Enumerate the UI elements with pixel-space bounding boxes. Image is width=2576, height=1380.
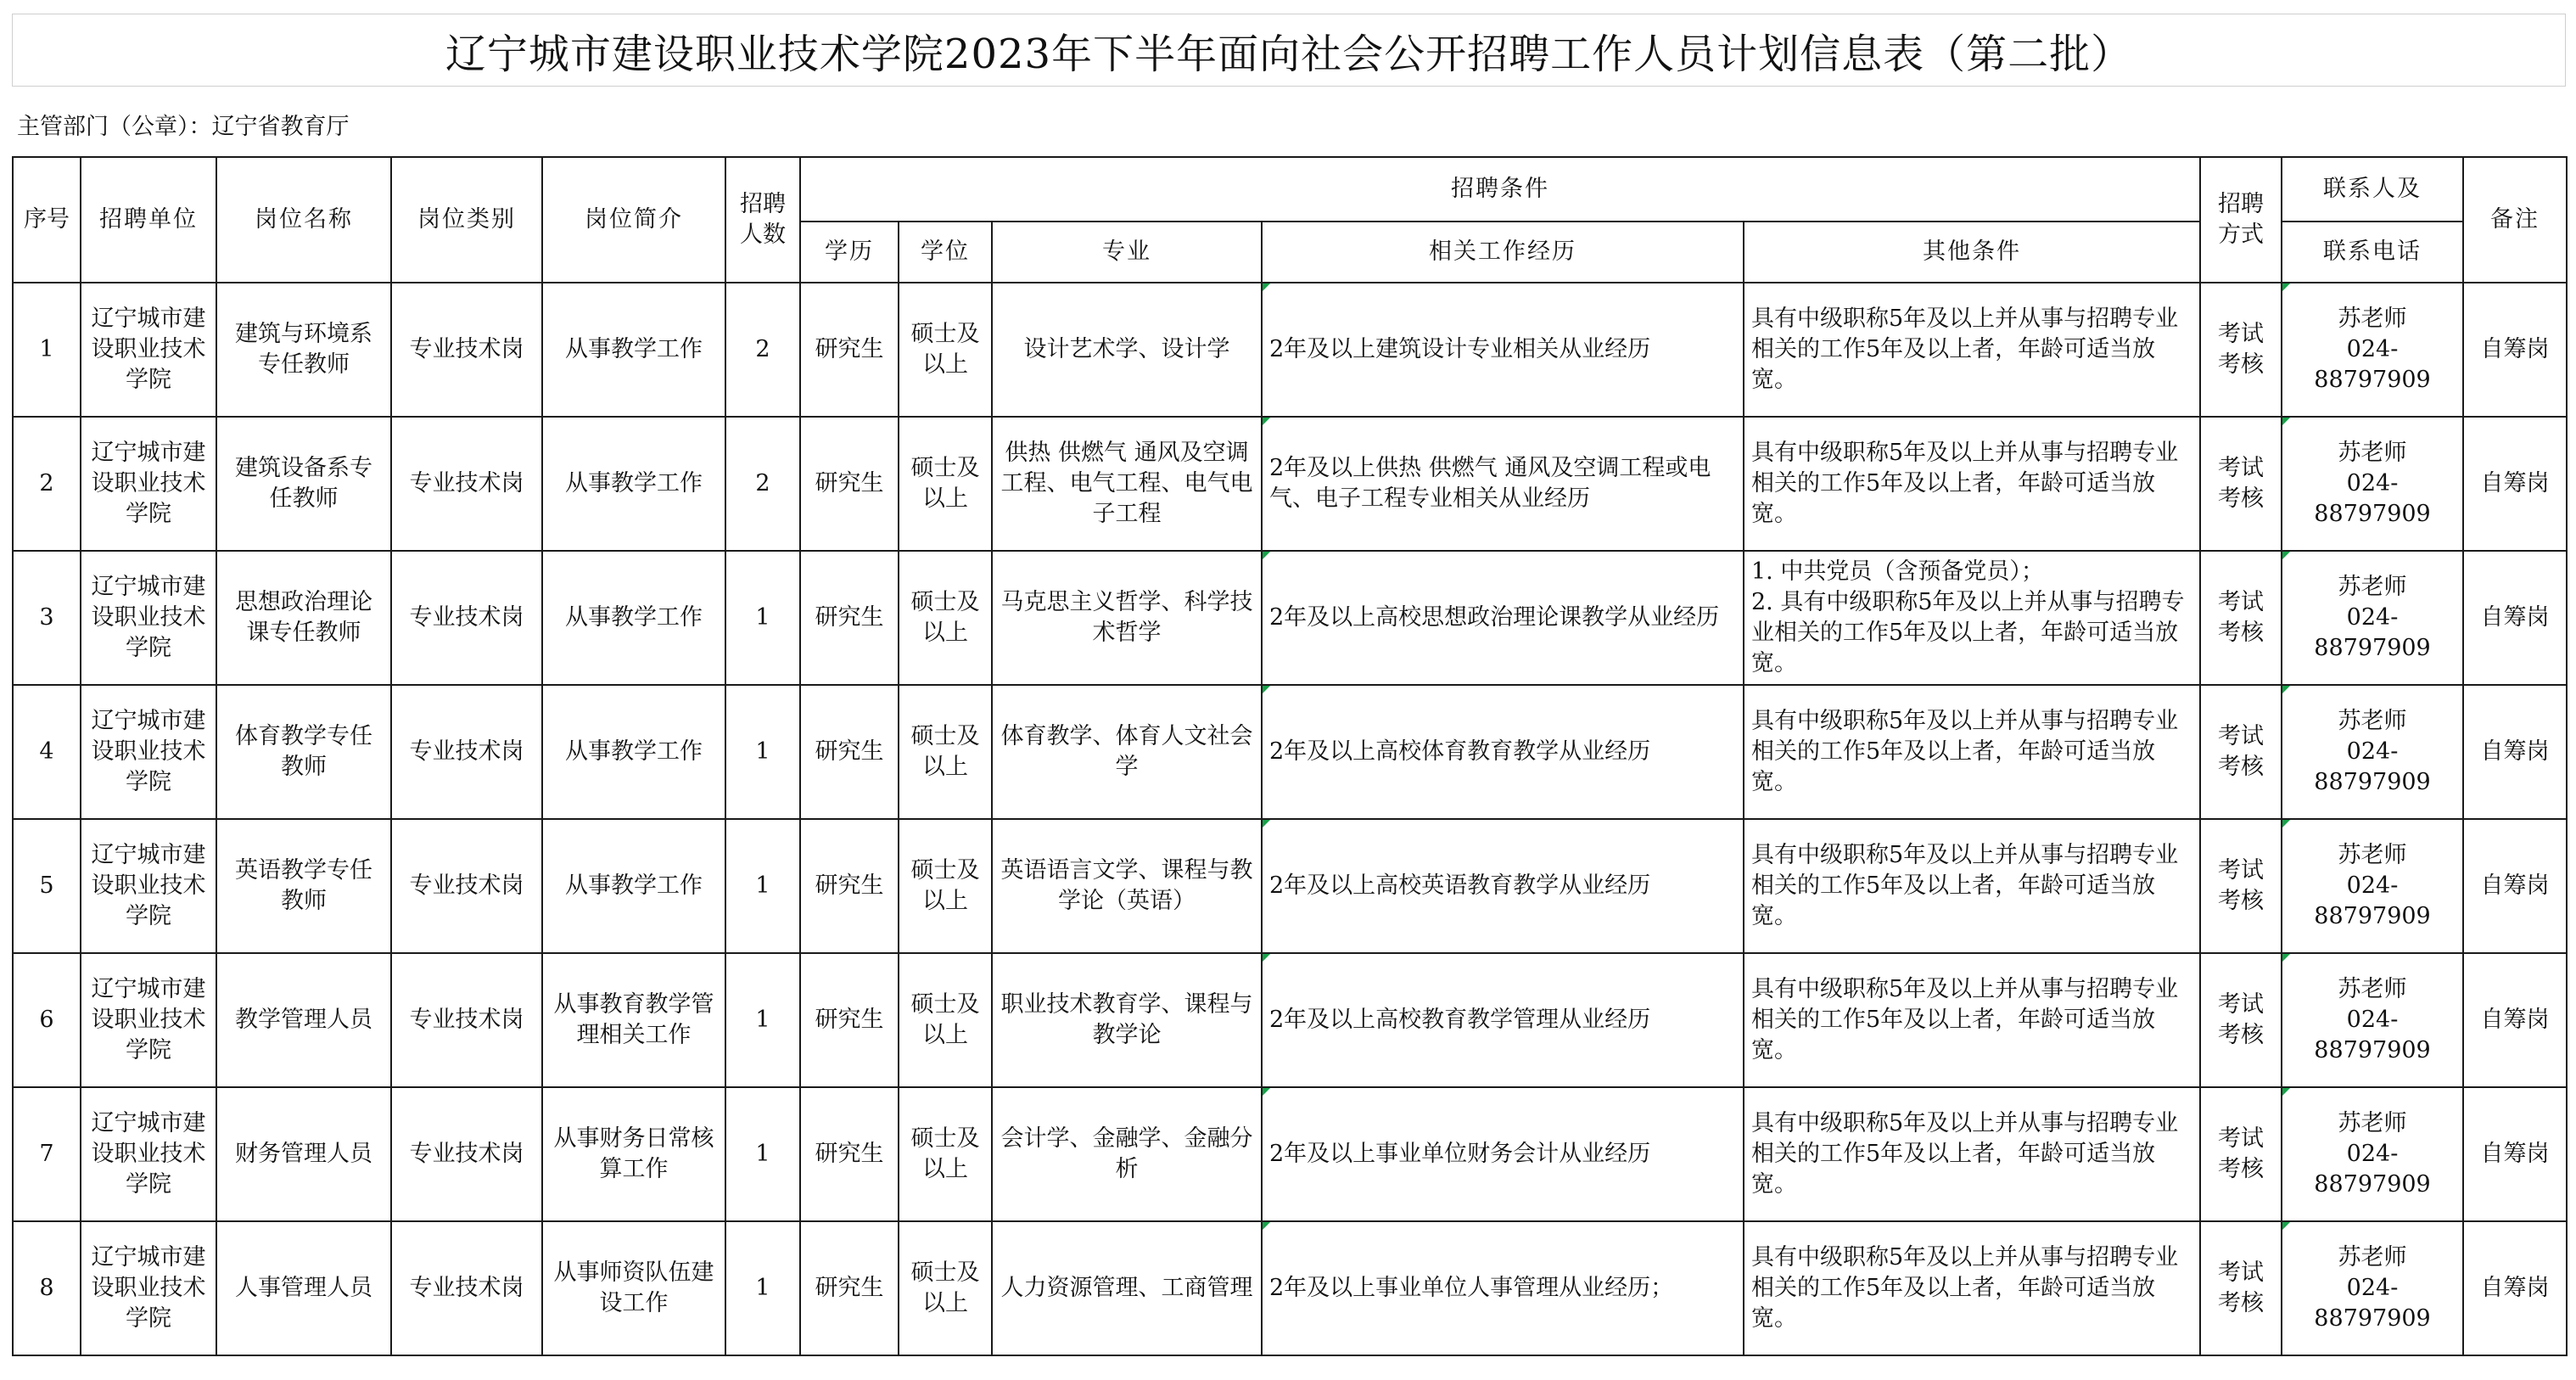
- department-line: 主管部门（公章）：辽宁省教育厅: [17, 113, 350, 140]
- cell-position-name: 思想政治理论课专任教师: [216, 551, 391, 685]
- cell-remark: 自筹岗: [2463, 1087, 2567, 1221]
- cell-headcount: 1: [725, 551, 800, 685]
- contact-name: 苏老师: [2338, 306, 2407, 332]
- cell-other: [1744, 1221, 2200, 1355]
- cell-position-name: 人事管理人员: [216, 1221, 391, 1355]
- recruitment-plan-table: [12, 156, 2568, 1356]
- cell-headcount: 2: [725, 283, 800, 417]
- cell-position-desc: 从事师资队伍建设工作: [542, 1221, 725, 1355]
- cell-contact: [2282, 283, 2463, 417]
- cell-headcount: 1: [725, 953, 800, 1087]
- other-condition-line: 具有中级职称5年及以上并从事与招聘专业相关的工作5年及以上者，年龄可适当放宽。: [1751, 306, 2179, 393]
- cell-remark: 自筹岗: [2463, 685, 2567, 819]
- cell-degree: 硕士及以上: [899, 1221, 992, 1355]
- cell-major: 职业技术教育学、课程与教学论: [992, 953, 1262, 1087]
- cell-other: [1744, 283, 2200, 417]
- cell-position-type: 专业技术岗: [391, 283, 542, 417]
- cell-headcount: 1: [725, 1087, 800, 1221]
- cell-position-desc: 从事教学工作: [542, 417, 725, 551]
- contact-phone: 024-88797909: [2314, 1007, 2431, 1063]
- cell-major: 供热 供燃气 通风及空调工程、电气工程、电气电子工程: [992, 417, 1262, 551]
- header-contact-line2: 联系电话: [2282, 222, 2463, 283]
- header-method: 招聘方式: [2200, 157, 2282, 283]
- cell-position-type: 专业技术岗: [391, 685, 542, 819]
- cell-experience: 2年及以上高校思想政治理论课教学从业经历: [1262, 551, 1744, 685]
- cell-degree: 硕士及以上: [899, 685, 992, 819]
- header-experience: 相关工作经历: [1262, 222, 1744, 283]
- table-row: [13, 1221, 2567, 1355]
- cell-position-name: 财务管理人员: [216, 1087, 391, 1221]
- cell-other: [1744, 953, 2200, 1087]
- cell-experience: 2年及以上事业单位人事管理从业经历；: [1262, 1221, 1744, 1355]
- cell-method: 考试考核: [2200, 417, 2282, 551]
- cell-degree: 硕士及以上: [899, 1087, 992, 1221]
- cell-headcount: 1: [725, 819, 800, 953]
- cell-major: 体育教学、体育人文社会学: [992, 685, 1262, 819]
- cell-unit: 辽宁城市建设职业技术学院: [81, 685, 216, 819]
- cell-seq: 5: [13, 819, 81, 953]
- contact-name: 苏老师: [2338, 842, 2407, 868]
- cell-other: [1744, 685, 2200, 819]
- cell-seq: 6: [13, 953, 81, 1087]
- cell-degree: 硕士及以上: [899, 551, 992, 685]
- cell-remark: 自筹岗: [2463, 819, 2567, 953]
- header-unit: 招聘单位: [81, 157, 216, 283]
- cell-seq: 3: [13, 551, 81, 685]
- cell-position-type: 专业技术岗: [391, 1221, 542, 1355]
- header-degree: 学位: [899, 222, 992, 283]
- contact-phone: 024-88797909: [2314, 1275, 2431, 1332]
- cell-method: 考试考核: [2200, 1221, 2282, 1355]
- cell-position-type: 专业技术岗: [391, 1087, 542, 1221]
- cell-contact: [2282, 953, 2463, 1087]
- contact-name: 苏老师: [2338, 1110, 2407, 1136]
- cell-position-type: 专业技术岗: [391, 953, 542, 1087]
- other-condition-line: 具有中级职称5年及以上并从事与招聘专业相关的工作5年及以上者，年龄可适当放宽。: [1751, 1110, 2179, 1198]
- cell-experience: 2年及以上高校英语教育教学从业经历: [1262, 819, 1744, 953]
- table-body: [13, 283, 2567, 1355]
- contact-phone: 024-88797909: [2314, 872, 2431, 929]
- header-position-name: 岗位名称: [216, 157, 391, 283]
- cell-experience: 2年及以上建筑设计专业相关从业经历: [1262, 283, 1744, 417]
- table-row: [13, 283, 2567, 417]
- cell-other: [1744, 1087, 2200, 1221]
- cell-contact: [2282, 685, 2463, 819]
- cell-position-desc: 从事教学工作: [542, 685, 725, 819]
- cell-remark: 自筹岗: [2463, 283, 2567, 417]
- contact-phone: 024-88797909: [2314, 738, 2431, 795]
- cell-unit: 辽宁城市建设职业技术学院: [81, 417, 216, 551]
- contact-phone: 024-88797909: [2314, 604, 2431, 661]
- cell-remark: 自筹岗: [2463, 551, 2567, 685]
- contact-phone: 024-88797909: [2314, 470, 2431, 527]
- cell-major: 人力资源管理、工商管理: [992, 1221, 1262, 1355]
- cell-major: 英语语言文学、课程与教学论（英语）: [992, 819, 1262, 953]
- cell-headcount: 2: [725, 417, 800, 551]
- header-contact-line1: 联系人及: [2282, 157, 2463, 222]
- cell-position-desc: 从事教学工作: [542, 551, 725, 685]
- cell-position-name: 英语教学专任教师: [216, 819, 391, 953]
- table-row: [13, 417, 2567, 551]
- header-education: 学历: [800, 222, 899, 283]
- cell-method: 考试考核: [2200, 1087, 2282, 1221]
- cell-major: 会计学、金融学、金融分析: [992, 1087, 1262, 1221]
- contact-name: 苏老师: [2338, 708, 2407, 734]
- cell-method: 考试考核: [2200, 819, 2282, 953]
- cell-other: [1744, 819, 2200, 953]
- cell-position-type: 专业技术岗: [391, 551, 542, 685]
- cell-major: 马克思主义哲学、科学技术哲学: [992, 551, 1262, 685]
- cell-unit: 辽宁城市建设职业技术学院: [81, 819, 216, 953]
- cell-contact: [2282, 819, 2463, 953]
- other-condition-line: 具有中级职称5年及以上并从事与招聘专业相关的工作5年及以上者，年龄可适当放宽。: [1751, 842, 2179, 929]
- cell-unit: 辽宁城市建设职业技术学院: [81, 283, 216, 417]
- cell-education: 研究生: [800, 1087, 899, 1221]
- other-condition-line: 具有中级职称5年及以上并从事与招聘专业相关的工作5年及以上者，年龄可适当放宽。: [1751, 1244, 2179, 1332]
- cell-position-type: 专业技术岗: [391, 819, 542, 953]
- cell-method: 考试考核: [2200, 953, 2282, 1087]
- cell-experience: 2年及以上供热 供燃气 通风及空调工程或电气、电子工程专业相关从业经历: [1262, 417, 1744, 551]
- table-row: [13, 685, 2567, 819]
- header-headcount: 招聘人数: [725, 157, 800, 283]
- cell-remark: 自筹岗: [2463, 1221, 2567, 1355]
- page-title: 辽宁城市建设职业技术学院2023年下半年面向社会公开招聘工作人员计划信息表（第二批）: [12, 14, 2566, 87]
- cell-education: 研究生: [800, 685, 899, 819]
- cell-major: 设计艺术学、设计学: [992, 283, 1262, 417]
- header-remark: 备注: [2463, 157, 2567, 283]
- cell-seq: 4: [13, 685, 81, 819]
- cell-seq: 7: [13, 1087, 81, 1221]
- cell-contact: [2282, 1221, 2463, 1355]
- cell-position-name: 体育教学专任教师: [216, 685, 391, 819]
- cell-position-name: 教学管理人员: [216, 953, 391, 1087]
- cell-education: 研究生: [800, 283, 899, 417]
- cell-experience: 2年及以上事业单位财务会计从业经历: [1262, 1087, 1744, 1221]
- table-row: [13, 551, 2567, 685]
- cell-position-name: 建筑设备系专任教师: [216, 417, 391, 551]
- contact-name: 苏老师: [2338, 976, 2407, 1002]
- other-condition-line: 1. 中共党员（含预备党员）；: [1751, 558, 2044, 585]
- cell-experience: 2年及以上高校教育教学管理从业经历: [1262, 953, 1744, 1087]
- cell-education: 研究生: [800, 953, 899, 1087]
- contact-name: 苏老师: [2338, 1244, 2407, 1271]
- cell-education: 研究生: [800, 1221, 899, 1355]
- header-major: 专业: [992, 222, 1262, 283]
- cell-position-name: 建筑与环境系专任教师: [216, 283, 391, 417]
- table-row: [13, 953, 2567, 1087]
- cell-position-desc: 从事教学工作: [542, 819, 725, 953]
- contact-name: 苏老师: [2338, 440, 2407, 466]
- cell-unit: 辽宁城市建设职业技术学院: [81, 551, 216, 685]
- cell-degree: 硕士及以上: [899, 819, 992, 953]
- cell-experience: 2年及以上高校体育教育教学从业经历: [1262, 685, 1744, 819]
- cell-position-desc: 从事教学工作: [542, 283, 725, 417]
- cell-degree: 硕士及以上: [899, 953, 992, 1087]
- cell-degree: 硕士及以上: [899, 283, 992, 417]
- cell-method: 考试考核: [2200, 685, 2282, 819]
- contact-phone: 024-88797909: [2314, 1141, 2431, 1198]
- cell-remark: 自筹岗: [2463, 417, 2567, 551]
- contact-phone: 024-88797909: [2314, 336, 2431, 393]
- cell-unit: 辽宁城市建设职业技术学院: [81, 953, 216, 1087]
- cell-degree: 硕士及以上: [899, 417, 992, 551]
- cell-unit: 辽宁城市建设职业技术学院: [81, 1087, 216, 1221]
- cell-headcount: 1: [725, 1221, 800, 1355]
- cell-method: 考试考核: [2200, 551, 2282, 685]
- header-row-top: [13, 157, 2567, 222]
- header-conditions: 招聘条件: [800, 157, 2200, 222]
- other-condition-line: 具有中级职称5年及以上并从事与招聘专业相关的工作5年及以上者，年龄可适当放宽。: [1751, 440, 2179, 527]
- other-condition-line: 具有中级职称5年及以上并从事与招聘专业相关的工作5年及以上者，年龄可适当放宽。: [1751, 708, 2179, 795]
- cell-headcount: 1: [725, 685, 800, 819]
- contact-name: 苏老师: [2338, 574, 2407, 600]
- cell-seq: 2: [13, 417, 81, 551]
- cell-other: [1744, 417, 2200, 551]
- cell-remark: 自筹岗: [2463, 953, 2567, 1087]
- header-seq: 序号: [13, 157, 81, 283]
- cell-education: 研究生: [800, 551, 899, 685]
- cell-contact: [2282, 1087, 2463, 1221]
- cell-method: 考试考核: [2200, 283, 2282, 417]
- other-condition-line: 具有中级职称5年及以上并从事与招聘专业相关的工作5年及以上者，年龄可适当放宽。: [1751, 976, 2179, 1063]
- cell-contact: [2282, 551, 2463, 685]
- header-other: 其他条件: [1744, 222, 2200, 283]
- cell-contact: [2282, 417, 2463, 551]
- cell-other: [1744, 551, 2200, 685]
- cell-position-desc: 从事财务日常核算工作: [542, 1087, 725, 1221]
- table-row: [13, 819, 2567, 953]
- cell-unit: 辽宁城市建设职业技术学院: [81, 1221, 216, 1355]
- cell-education: 研究生: [800, 417, 899, 551]
- cell-education: 研究生: [800, 819, 899, 953]
- cell-seq: 8: [13, 1221, 81, 1355]
- cell-position-type: 专业技术岗: [391, 417, 542, 551]
- cell-seq: 1: [13, 283, 81, 417]
- cell-position-desc: 从事教育教学管理相关工作: [542, 953, 725, 1087]
- header-position-type: 岗位类别: [391, 157, 542, 283]
- header-position-desc: 岗位简介: [542, 157, 725, 283]
- table-row: [13, 1087, 2567, 1221]
- other-condition-line: 2. 具有中级职称5年及以上并从事与招聘专业相关的工作5年及以上者，年龄可适当放宽。: [1751, 589, 2185, 676]
